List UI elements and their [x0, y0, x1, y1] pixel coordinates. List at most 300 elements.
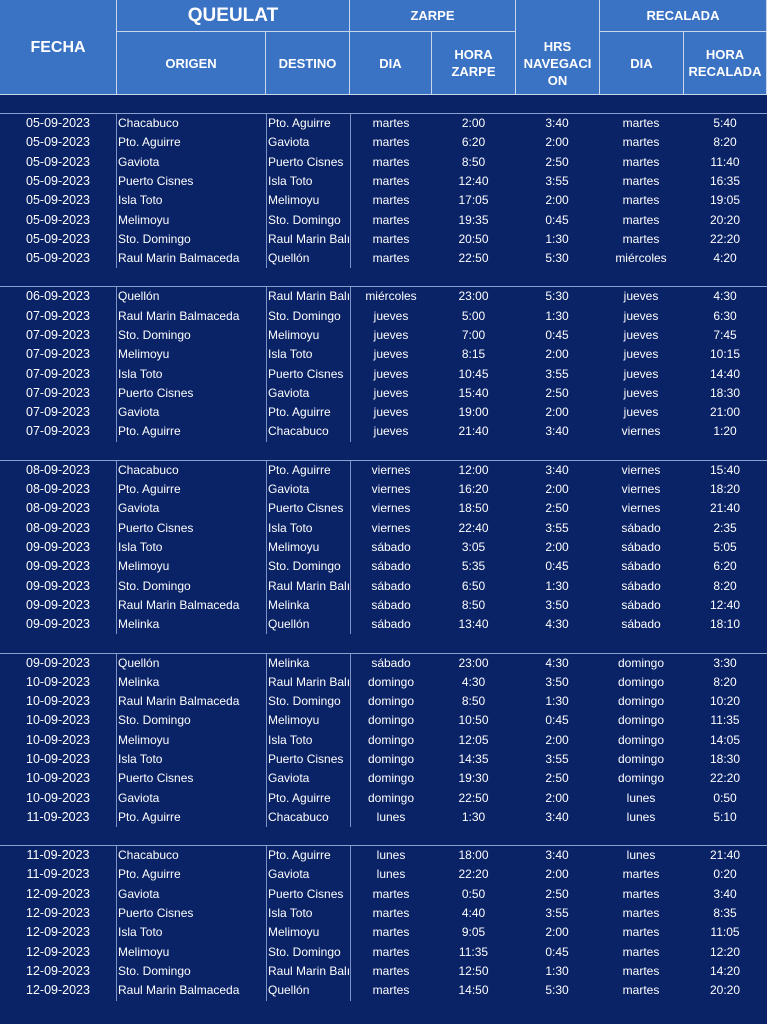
- hora-recalada-cell: 5:05: [713, 539, 737, 554]
- hrs-navegacion-cell: 2:00: [545, 925, 569, 940]
- schedule-group: [0, 461, 767, 635]
- fecha-cell: 05-09-2023: [26, 251, 90, 266]
- fecha-cell: 10-09-2023: [26, 694, 90, 709]
- destino-cell: Quellón: [268, 983, 310, 998]
- destino-cell: Raul Marin Balı: [268, 963, 350, 978]
- hora-zarpe-cell: 2:00: [461, 116, 486, 130]
- fecha-cell: 12-09-2023: [26, 906, 90, 921]
- fecha-cell: 07-09-2023: [26, 327, 90, 342]
- hora-recalada-cell: 21:40: [709, 848, 741, 863]
- hora-zarpe-cell: 8:50: [461, 597, 486, 612]
- destino-cell: Sto. Domingo: [268, 944, 341, 959]
- hora-recalada-cell: 22:20: [709, 771, 741, 786]
- hora-zarpe-cell: 16:20: [458, 482, 489, 497]
- hrs-navegacion-cell: 3:55: [545, 173, 569, 188]
- dia-zarpe-cell: viernes: [371, 462, 411, 477]
- dia-recalada-cell: viernes: [621, 424, 661, 439]
- hrs-navegacion-cell: 5:30: [545, 289, 569, 304]
- group-separator: [0, 268, 767, 287]
- hora-recalada-cell: 1:20: [713, 424, 737, 439]
- dia-recalada-cell: domingo: [617, 674, 665, 689]
- fecha-cell: 10-09-2023: [26, 713, 90, 728]
- dia-recalada-cell: sábado: [621, 559, 661, 574]
- table-row: [0, 596, 767, 615]
- schedule-group: [0, 287, 767, 441]
- fecha-cell: 07-09-2023: [26, 347, 90, 362]
- header-destino: DESTINO: [266, 32, 350, 95]
- destino-cell: Melimoyu: [268, 925, 320, 940]
- hora-zarpe-cell: 8:50: [461, 694, 486, 709]
- hora-zarpe-cell: 15:40: [458, 385, 489, 400]
- dia-zarpe-cell: martes: [372, 251, 410, 266]
- destino-cell: Sto. Domingo: [268, 559, 341, 574]
- dia-zarpe-cell: jueves: [373, 385, 409, 400]
- hora-recalada-cell: 18:30: [709, 752, 741, 766]
- destino-cell: Raul Marin Balı: [268, 289, 350, 304]
- hora-recalada-cell: 15:40: [709, 462, 741, 477]
- hora-recalada-cell: 12:20: [709, 944, 741, 959]
- hora-recalada-cell: 5:40: [713, 116, 737, 130]
- fecha-cell: 07-09-2023: [26, 405, 90, 420]
- dia-zarpe-cell: lunes: [376, 867, 406, 882]
- hora-zarpe-cell: 18:00: [458, 848, 489, 863]
- hora-zarpe-cell: 14:50: [458, 983, 489, 998]
- dia-zarpe-cell: sábado: [371, 655, 411, 670]
- header-fecha: FECHA: [0, 0, 117, 95]
- hora-zarpe-cell: 7:00: [461, 327, 486, 342]
- hora-zarpe-cell: 19:30: [458, 771, 489, 786]
- hora-zarpe-cell: 5:35: [461, 559, 486, 574]
- destino-cell: Quellón: [268, 251, 310, 266]
- fecha-cell: 10-09-2023: [26, 732, 90, 747]
- hora-zarpe-cell: 22:50: [458, 251, 489, 266]
- hrs-navegacion-cell: 3:50: [545, 597, 569, 612]
- dia-zarpe-cell: martes: [372, 886, 410, 901]
- origen-cell: Quellón: [118, 655, 160, 670]
- destino-cell: Chacabuco: [268, 424, 329, 439]
- destino-cell: Isla Toto: [268, 732, 313, 747]
- dia-recalada-cell: viernes: [621, 482, 661, 497]
- dia-zarpe-cell: viernes: [371, 501, 411, 516]
- hrs-navegacion-cell: 0:45: [545, 559, 569, 574]
- fecha-cell: 07-09-2023: [26, 308, 90, 323]
- header-hora-recalada-line2: RECALADA: [688, 64, 762, 79]
- hrs-navegacion-cell: 2:00: [545, 405, 569, 420]
- hora-zarpe-cell: 13:40: [458, 617, 489, 632]
- hora-zarpe-cell: 22:40: [458, 520, 489, 535]
- hora-recalada-cell: 8:20: [713, 578, 737, 593]
- dia-zarpe-cell: domingo: [367, 713, 415, 728]
- table-row: [0, 789, 767, 808]
- dia-zarpe-cell: lunes: [376, 809, 406, 824]
- origen-cell: Puerto Cisnes: [118, 173, 194, 188]
- destino-cell: Puerto Cisnes: [268, 154, 344, 169]
- schedule-group: [0, 114, 767, 268]
- destino-cell: Puerto Cisnes: [268, 752, 344, 766]
- table-row: [0, 287, 767, 306]
- dia-recalada-cell: jueves: [623, 347, 659, 362]
- origen-cell: Sto. Domingo: [118, 327, 191, 342]
- hora-recalada-cell: 16:35: [709, 173, 741, 188]
- table-row: [0, 808, 767, 827]
- hora-zarpe-cell: 12:40: [458, 173, 489, 188]
- hora-zarpe-cell: 10:50: [458, 713, 489, 728]
- header-hora-zarpe-line2: ZARPE: [451, 64, 496, 79]
- dia-zarpe-cell: jueves: [373, 366, 409, 381]
- dia-recalada-cell: martes: [622, 135, 660, 150]
- table-row: [0, 673, 767, 692]
- hora-recalada-cell: 6:20: [713, 559, 737, 574]
- origen-cell: Isla Toto: [118, 366, 163, 381]
- origen-cell: Pto. Aguirre: [118, 424, 181, 439]
- fecha-cell: 09-09-2023: [26, 539, 90, 554]
- hora-zarpe-cell: 1:30: [461, 809, 486, 824]
- origen-cell: Puerto Cisnes: [118, 906, 194, 921]
- dia-zarpe-cell: martes: [372, 193, 410, 208]
- hora-recalada-cell: 18:30: [709, 385, 741, 400]
- dia-recalada-cell: martes: [622, 116, 660, 130]
- dia-zarpe-cell: martes: [372, 135, 410, 150]
- dia-recalada-cell: martes: [622, 886, 660, 901]
- destino-cell: Raul Marin Balı: [268, 578, 350, 593]
- origen-cell: Sto. Domingo: [118, 713, 191, 728]
- hrs-navegacion-cell: 3:55: [545, 520, 569, 535]
- destino-cell: Raul Marin Balı: [268, 674, 350, 689]
- origen-cell: Sto. Domingo: [118, 963, 191, 978]
- table-row: [0, 692, 767, 711]
- hora-recalada-cell: 7:45: [713, 327, 737, 342]
- hora-recalada-cell: 11:40: [710, 154, 740, 169]
- group-separator: [0, 827, 767, 846]
- dia-zarpe-cell: domingo: [367, 790, 415, 805]
- table-row: [0, 519, 767, 538]
- fecha-cell: 09-09-2023: [26, 597, 90, 612]
- table-row: [0, 191, 767, 210]
- destino-cell: Sto. Domingo: [268, 212, 341, 227]
- dia-zarpe-cell: domingo: [367, 674, 415, 689]
- table-row: [0, 211, 767, 230]
- destino-cell: Raul Marin Balı: [268, 231, 350, 246]
- header-zarpe: ZARPE: [350, 0, 516, 32]
- table-row: [0, 654, 767, 673]
- fecha-cell: 12-09-2023: [26, 983, 90, 998]
- fecha-cell: 05-09-2023: [26, 135, 90, 150]
- fecha-cell: 11-09-2023: [26, 848, 90, 863]
- group-separator: [0, 442, 767, 461]
- origen-cell: Raul Marin Balmaceda: [118, 308, 240, 323]
- hrs-navegacion-cell: 0:45: [545, 212, 569, 227]
- table-row: [0, 865, 767, 884]
- table-row: [0, 230, 767, 249]
- origen-cell: Chacabuco: [118, 462, 179, 477]
- fecha-cell: 10-09-2023: [26, 771, 90, 786]
- hrs-navegacion-cell: 2:00: [545, 135, 569, 150]
- hrs-navegacion-cell: 3:40: [545, 116, 569, 130]
- hrs-navegacion-cell: 1:30: [545, 694, 569, 709]
- dia-zarpe-cell: sábado: [371, 597, 411, 612]
- dia-zarpe-cell: miércoles: [365, 289, 417, 304]
- origen-cell: Isla Toto: [118, 193, 163, 208]
- dia-recalada-cell: miércoles: [615, 251, 667, 266]
- dia-recalada-cell: martes: [622, 944, 660, 959]
- dia-recalada-cell: lunes: [626, 790, 656, 805]
- table-row: [0, 153, 767, 172]
- hrs-navegacion-cell: 3:40: [545, 462, 569, 477]
- hora-recalada-cell: 11:05: [710, 925, 740, 940]
- dia-recalada-cell: martes: [622, 212, 660, 227]
- origen-cell: Gaviota: [118, 405, 160, 420]
- table-row: [0, 249, 767, 268]
- dia-zarpe-cell: viernes: [371, 482, 411, 497]
- hrs-navegacion-cell: 3:55: [545, 752, 569, 766]
- fecha-cell: 10-09-2023: [26, 752, 90, 766]
- dia-recalada-cell: jueves: [623, 327, 659, 342]
- hora-recalada-cell: 3:40: [713, 886, 737, 901]
- dia-zarpe-cell: jueves: [373, 424, 409, 439]
- destino-cell: Melinka: [268, 597, 310, 612]
- table-row: [0, 384, 767, 403]
- hora-recalada-cell: 10:15: [709, 347, 741, 362]
- origen-cell: Pto. Aguirre: [118, 867, 181, 882]
- dia-zarpe-cell: lunes: [376, 848, 406, 863]
- hora-zarpe-cell: 22:50: [458, 790, 489, 805]
- hrs-navegacion-cell: 2:00: [545, 482, 569, 497]
- destino-cell: Melimoyu: [268, 539, 320, 554]
- dia-recalada-cell: viernes: [621, 462, 661, 477]
- hora-zarpe-cell: 6:50: [461, 578, 486, 593]
- table-row: [0, 769, 767, 788]
- origen-cell: Sto. Domingo: [118, 231, 191, 246]
- dia-recalada-cell: sábado: [621, 539, 661, 554]
- hora-recalada-cell: 21:40: [709, 501, 741, 516]
- hrs-navegacion-cell: 2:00: [545, 539, 569, 554]
- hrs-navegacion-cell: 2:00: [545, 347, 569, 362]
- hora-recalada-cell: 8:35: [713, 906, 737, 921]
- dia-recalada-cell: sábado: [621, 578, 661, 593]
- table-row: [0, 885, 767, 904]
- hora-recalada-cell: 5:10: [713, 809, 737, 824]
- dia-zarpe-cell: sábado: [371, 559, 411, 574]
- dia-recalada-cell: domingo: [617, 732, 665, 747]
- origen-cell: Gaviota: [118, 790, 160, 805]
- destino-cell: Gaviota: [268, 385, 310, 400]
- destino-cell: Sto. Domingo: [268, 308, 341, 323]
- hrs-navegacion-cell: 1:30: [545, 308, 569, 323]
- hrs-navegacion-cell: 2:50: [545, 771, 569, 786]
- destino-cell: Pto. Aguirre: [268, 116, 331, 130]
- hrs-navegacion-cell: 1:30: [545, 231, 569, 246]
- dia-recalada-cell: martes: [622, 193, 660, 208]
- origen-cell: Quellón: [118, 289, 160, 304]
- hrs-navegacion-cell: 2:00: [545, 193, 569, 208]
- destino-cell: Puerto Cisnes: [268, 886, 344, 901]
- destino-cell: Melimoyu: [268, 327, 320, 342]
- hora-zarpe-cell: 3:05: [461, 539, 486, 554]
- fecha-cell: 10-09-2023: [26, 790, 90, 805]
- hrs-navegacion-cell: 5:30: [545, 251, 569, 266]
- dia-recalada-cell: martes: [622, 867, 660, 882]
- table-row: [0, 981, 767, 1000]
- schedule-body: [0, 95, 767, 1024]
- hora-recalada-cell: 21:00: [709, 405, 741, 420]
- table-row: [0, 923, 767, 942]
- dia-zarpe-cell: martes: [372, 116, 410, 130]
- hora-zarpe-cell: 14:35: [458, 752, 489, 766]
- fecha-cell: 11-09-2023: [26, 867, 90, 882]
- destino-cell: Isla Toto: [268, 906, 313, 921]
- hora-recalada-cell: 8:20: [713, 674, 737, 689]
- hrs-navegacion-cell: 4:30: [545, 655, 569, 670]
- fecha-cell: 08-09-2023: [26, 501, 90, 516]
- hrs-navegacion-cell: 3:50: [545, 674, 569, 689]
- hora-zarpe-cell: 8:50: [461, 154, 486, 169]
- dia-zarpe-cell: sábado: [371, 578, 411, 593]
- hora-zarpe-cell: 5:00: [461, 308, 486, 323]
- schedule-group: [0, 846, 767, 1000]
- destino-cell: Melinka: [268, 655, 310, 670]
- destino-cell: Melimoyu: [268, 193, 320, 208]
- fecha-cell: 12-09-2023: [26, 963, 90, 978]
- table-row: [0, 615, 767, 634]
- origen-cell: Pto. Aguirre: [118, 809, 181, 824]
- hora-recalada-cell: 14:40: [709, 366, 741, 381]
- hrs-navegacion-cell: 2:50: [545, 501, 569, 516]
- hora-recalada-cell: 18:20: [709, 482, 741, 497]
- destino-cell: Isla Toto: [268, 520, 313, 535]
- origen-cell: Melinka: [118, 674, 160, 689]
- hora-recalada-cell: 20:20: [709, 983, 741, 998]
- table-row: [0, 499, 767, 518]
- hrs-navegacion-cell: 5:30: [545, 983, 569, 998]
- destino-cell: Melimoyu: [268, 713, 320, 728]
- hora-recalada-cell: 14:20: [709, 963, 741, 978]
- hora-zarpe-cell: 23:00: [458, 289, 489, 304]
- hora-recalada-cell: 10:20: [709, 694, 741, 709]
- hora-recalada-cell: 4:20: [713, 251, 737, 266]
- dia-zarpe-cell: martes: [372, 173, 410, 188]
- dia-recalada-cell: jueves: [623, 289, 659, 304]
- hora-zarpe-cell: 18:50: [458, 501, 489, 516]
- origen-cell: Isla Toto: [118, 752, 163, 766]
- dia-zarpe-cell: domingo: [367, 732, 415, 747]
- destino-cell: Puerto Cisnes: [268, 366, 344, 381]
- fecha-cell: 09-09-2023: [26, 578, 90, 593]
- hora-zarpe-cell: 4:40: [461, 906, 486, 921]
- fecha-cell: 08-09-2023: [26, 482, 90, 497]
- destino-cell: Gaviota: [268, 135, 310, 150]
- hrs-navegacion-cell: 3:55: [545, 906, 569, 921]
- dia-recalada-cell: jueves: [623, 366, 659, 381]
- origen-cell: Gaviota: [118, 154, 160, 169]
- dia-zarpe-cell: domingo: [367, 694, 415, 709]
- hrs-navegacion-cell: 2:50: [545, 385, 569, 400]
- dia-recalada-cell: domingo: [617, 752, 665, 766]
- header-hora-zarpe: [432, 32, 516, 95]
- hora-zarpe-cell: 21:40: [458, 424, 489, 439]
- header-hrs-navegacion: [516, 0, 600, 95]
- header-hrs-line1: HRS: [543, 38, 572, 54]
- table-row: [0, 557, 767, 576]
- destino-cell: Puerto Cisnes: [268, 501, 344, 516]
- dia-recalada-cell: martes: [622, 231, 660, 246]
- hora-zarpe-cell: 23:00: [458, 655, 489, 670]
- table-row: [0, 480, 767, 499]
- table-row: [0, 172, 767, 191]
- hora-zarpe-cell: 12:05: [458, 732, 489, 747]
- fecha-cell: 09-09-2023: [26, 617, 90, 632]
- fecha-cell: 05-09-2023: [26, 116, 90, 130]
- destino-cell: Gaviota: [268, 867, 310, 882]
- hora-zarpe-cell: 11:35: [458, 944, 489, 959]
- origen-cell: Melinka: [118, 617, 160, 632]
- hrs-navegacion-cell: 2:50: [545, 154, 569, 169]
- hrs-navegacion-cell: 4:30: [545, 617, 569, 632]
- origen-cell: Chacabuco: [118, 848, 179, 863]
- fecha-cell: 08-09-2023: [26, 462, 90, 477]
- hora-recalada-cell: 4:30: [713, 289, 737, 304]
- fecha-cell: 05-09-2023: [26, 154, 90, 169]
- hrs-navegacion-cell: 1:30: [545, 578, 569, 593]
- destino-cell: Pto. Aguirre: [268, 405, 331, 420]
- origen-cell: Isla Toto: [118, 539, 163, 554]
- dia-recalada-cell: martes: [622, 963, 660, 978]
- hora-zarpe-cell: 19:35: [458, 212, 489, 227]
- dia-recalada-cell: domingo: [617, 694, 665, 709]
- destino-cell: Gaviota: [268, 482, 310, 497]
- dia-zarpe-cell: jueves: [373, 347, 409, 362]
- hora-recalada-cell: 11:35: [710, 713, 740, 728]
- dia-zarpe-cell: jueves: [373, 405, 409, 420]
- dia-recalada-cell: domingo: [617, 713, 665, 728]
- dia-recalada-cell: sábado: [621, 597, 661, 612]
- dia-recalada-cell: martes: [622, 983, 660, 998]
- origen-cell: Puerto Cisnes: [118, 520, 194, 535]
- destino-cell: Isla Toto: [268, 173, 313, 188]
- origen-cell: Raul Marin Balmaceda: [118, 694, 240, 709]
- table-row: [0, 114, 767, 133]
- table-row: [0, 422, 767, 441]
- fecha-cell: 05-09-2023: [26, 193, 90, 208]
- table-row: [0, 326, 767, 345]
- table-row: [0, 750, 767, 769]
- dia-recalada-cell: jueves: [623, 405, 659, 420]
- dia-zarpe-cell: martes: [372, 212, 410, 227]
- hora-recalada-cell: 8:20: [713, 135, 737, 150]
- dia-recalada-cell: martes: [622, 925, 660, 940]
- dia-recalada-cell: sábado: [621, 520, 661, 535]
- origen-cell: Puerto Cisnes: [118, 385, 194, 400]
- hora-recalada-cell: 2:35: [713, 520, 737, 535]
- fecha-cell: 07-09-2023: [26, 424, 90, 439]
- origen-cell: Gaviota: [118, 886, 160, 901]
- hrs-navegacion-cell: 3:55: [545, 366, 569, 381]
- hora-recalada-cell: 6:30: [713, 308, 737, 323]
- table-row: [0, 577, 767, 596]
- dia-zarpe-cell: sábado: [371, 617, 411, 632]
- hrs-navegacion-cell: 2:00: [545, 790, 569, 805]
- origen-cell: Isla Toto: [118, 925, 163, 940]
- dia-recalada-cell: lunes: [626, 848, 656, 863]
- fecha-cell: 10-09-2023: [26, 674, 90, 689]
- destino-cell: Pto. Aguirre: [268, 848, 331, 863]
- fecha-cell: 12-09-2023: [26, 944, 90, 959]
- table-row: [0, 943, 767, 962]
- table-row: [0, 711, 767, 730]
- header-origen: ORIGEN: [117, 32, 266, 95]
- origen-cell: Melimoyu: [118, 559, 170, 574]
- table-row: [0, 731, 767, 750]
- hrs-navegacion-cell: 3:40: [545, 848, 569, 863]
